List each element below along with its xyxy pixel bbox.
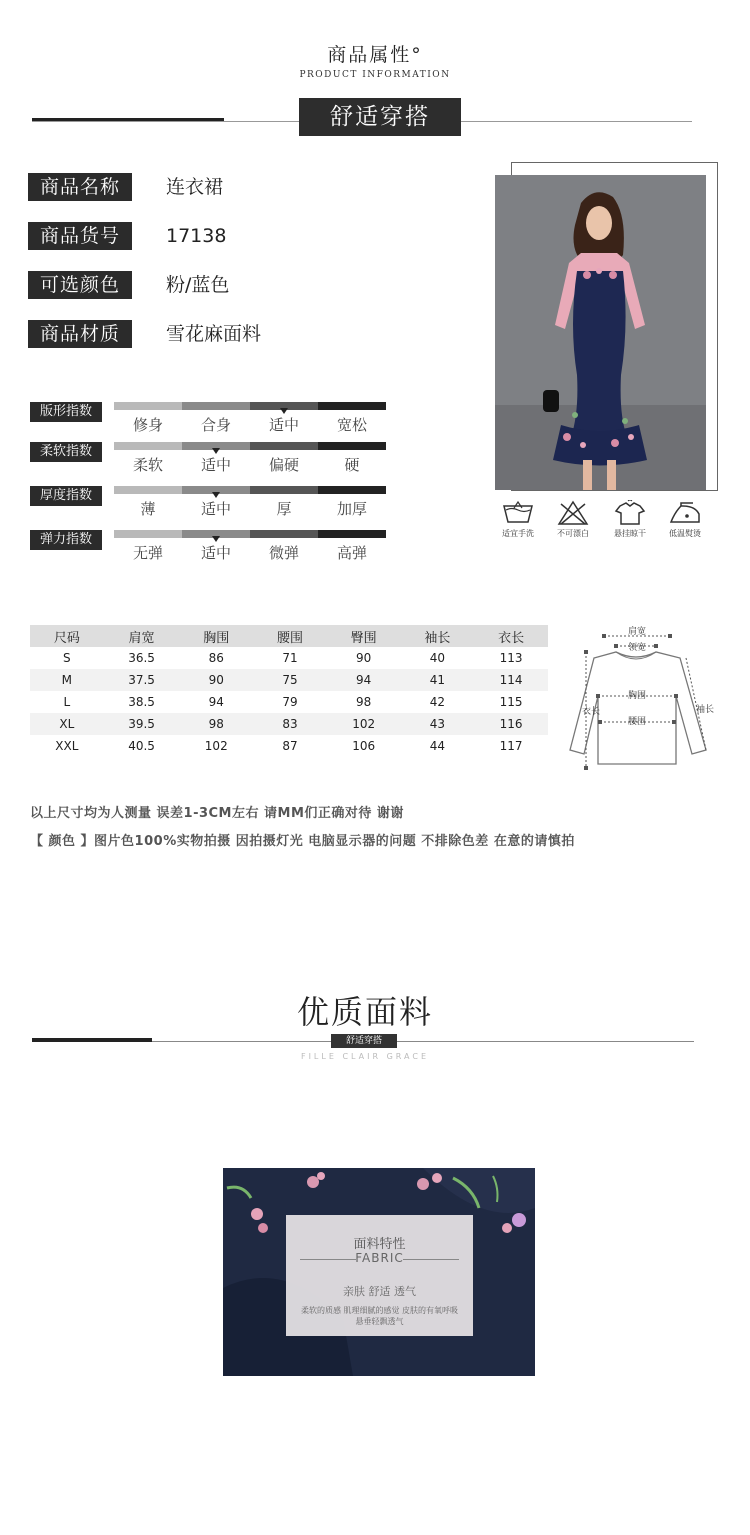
label-sleeve: 袖长 [696,705,715,715]
table-cell: 37.5 [104,669,180,691]
fabric-description: 柔软的质感 肌理细腻的感觉 皮肤的有氧呼吸 [300,1306,459,1315]
table-row [30,669,548,691]
section-banner: 舒适穿搭 [299,98,461,136]
hand-wash-icon [498,500,538,526]
hang-dry-icon [610,500,650,526]
fabric-keywords: 亲肤 舒适 透气 [343,1285,416,1298]
index-option: 加厚 [336,500,367,518]
index-scale-segment [318,442,386,450]
section-subtitle: PRODUCT INFORMATION [299,70,451,80]
table-cell: M [30,669,104,691]
index-option: 适中 [200,456,231,474]
index-scale-segment [250,530,318,538]
product-photo [495,175,706,490]
index-scale-segment [114,486,182,494]
table-cell: 87 [282,739,298,753]
table-cell: 113 [499,651,523,665]
table-cell: L [63,695,71,709]
label-shoulder: 肩宽 [628,627,647,637]
table-row [30,691,548,713]
table-cell: XXL [55,739,79,753]
selected-marker-icon [280,408,288,414]
table-cell: 102 [327,713,401,735]
index-option: 适中 [200,544,231,562]
table-cell: 36.5 [128,651,155,665]
index-option: 宽松 [336,416,367,434]
info-label-material: 商品材质 [28,320,132,348]
index-scale-segment [114,442,182,450]
label-chest: 胸围 [628,691,647,701]
fabric-description: 悬垂轻飘透气 [355,1317,404,1326]
table-cell: 39.5 [104,713,180,735]
table-cell: S [63,651,71,665]
selected-marker-icon [212,536,220,542]
fabric-card-subtitle: FABRIC [355,1251,404,1265]
index-scale-segment [114,402,182,410]
index-scale-segment [114,530,182,538]
index-scale-segment [318,402,386,410]
measurement-diagram [566,622,720,780]
table-cell: 90 [356,651,372,665]
no-bleach-icon [553,500,593,526]
table-cell: 40.5 [128,739,155,753]
index-scale-segment [250,486,318,494]
table-cell: 98 [356,695,372,709]
index-option: 适中 [200,500,231,518]
index-option: 厚 [276,500,292,518]
column-header: 腰围 [253,625,327,647]
care-label: 低温熨烫 [669,529,701,538]
fabric-info-card [286,1215,473,1336]
column-header: 尺码 [30,625,104,647]
section-title: 商品属性° [327,44,423,66]
index-label: 厚度指数 [30,486,102,506]
info-value-color: 粉/蓝色 [166,274,230,296]
index-option: 硬 [344,456,360,474]
index-option: 柔软 [132,456,163,474]
section-badge: 舒适穿搭 [331,1034,397,1048]
column-header: 衣长 [474,625,548,647]
table-cell: 38.5 [128,695,155,709]
index-option: 高弹 [336,544,367,562]
table-cell: 83 [253,713,327,735]
care-label: 悬挂晾干 [614,529,646,538]
info-label-color: 可选颜色 [28,271,132,299]
table-cell: 94 [327,669,401,691]
table-cell: 42 [429,695,445,709]
color-note: 【 颜色 】图片色100%实物拍摄 因拍摄灯光 电脑显示器的问题 不排除色差 在意的请慎拍 [30,834,575,849]
index-option: 合身 [200,416,231,434]
care-label: 不可漂白 [557,529,589,538]
fabric-card-title: 面料特性 [353,1237,406,1252]
index-scale-segment [250,442,318,450]
column-header: 臀围 [327,625,401,647]
table-cell: 71 [282,651,298,665]
column-header: 肩宽 [104,625,180,647]
index-option: 适中 [268,416,299,434]
table-cell: 115 [499,695,523,709]
index-label: 版形指数 [30,402,102,422]
size-note: 以上尺寸均为人测量 误差1-3CM左右 请MM们正确对待 谢谢 [30,806,404,821]
selected-marker-icon [212,492,220,498]
table-row [30,647,548,669]
index-option: 修身 [132,416,163,434]
table-cell: 90 [179,669,253,691]
label-length: 衣长 [582,707,601,717]
table-cell: 86 [208,651,224,665]
table-cell: 98 [179,713,253,735]
section-title: 优质面料 [296,993,433,1031]
table-cell: 106 [352,739,376,753]
section-subtitle: FILLE CLAIR GRACE [300,1052,430,1061]
info-label-sku: 商品货号 [28,222,132,250]
divider-accent [32,1038,152,1042]
low-iron-icon [665,500,705,526]
info-value-name: 连衣裙 [166,176,224,198]
size-table [30,625,548,757]
care-label: 适宜手洗 [502,529,534,538]
table-cell: 43 [401,713,475,735]
label-waist: 腰围 [628,717,647,727]
table-cell: 114 [474,669,548,691]
index-option: 薄 [140,500,156,518]
index-option: 偏硬 [268,456,299,474]
selected-marker-icon [212,448,220,454]
index-scale-segment [318,530,386,538]
index-option: 无弹 [132,544,163,562]
table-cell: 94 [208,695,224,709]
table-cell: 44 [429,739,445,753]
table-cell: 116 [474,713,548,735]
table-cell: XL [30,713,104,735]
table-cell: 79 [282,695,298,709]
table-row [30,735,548,757]
index-label: 柔软指数 [30,442,102,462]
table-row [30,713,548,735]
index-scale-segment [182,402,250,410]
index-label: 弹力指数 [30,530,102,550]
table-cell: 41 [401,669,475,691]
index-option: 微弹 [268,544,299,562]
info-value-material: 雪花麻面料 [166,323,262,345]
info-value-sku: 17138 [166,225,227,247]
label-neck: 领宽 [628,643,647,653]
column-header: 胸围 [179,625,253,647]
table-cell: 102 [204,739,228,753]
table-cell: 40 [429,651,445,665]
table-cell: 117 [499,739,523,753]
table-header-row [30,625,548,647]
column-header: 袖长 [401,625,475,647]
table-cell: 75 [253,669,327,691]
info-label-name: 商品名称 [28,173,132,201]
divider-accent [32,118,224,121]
index-scale-segment [318,486,386,494]
